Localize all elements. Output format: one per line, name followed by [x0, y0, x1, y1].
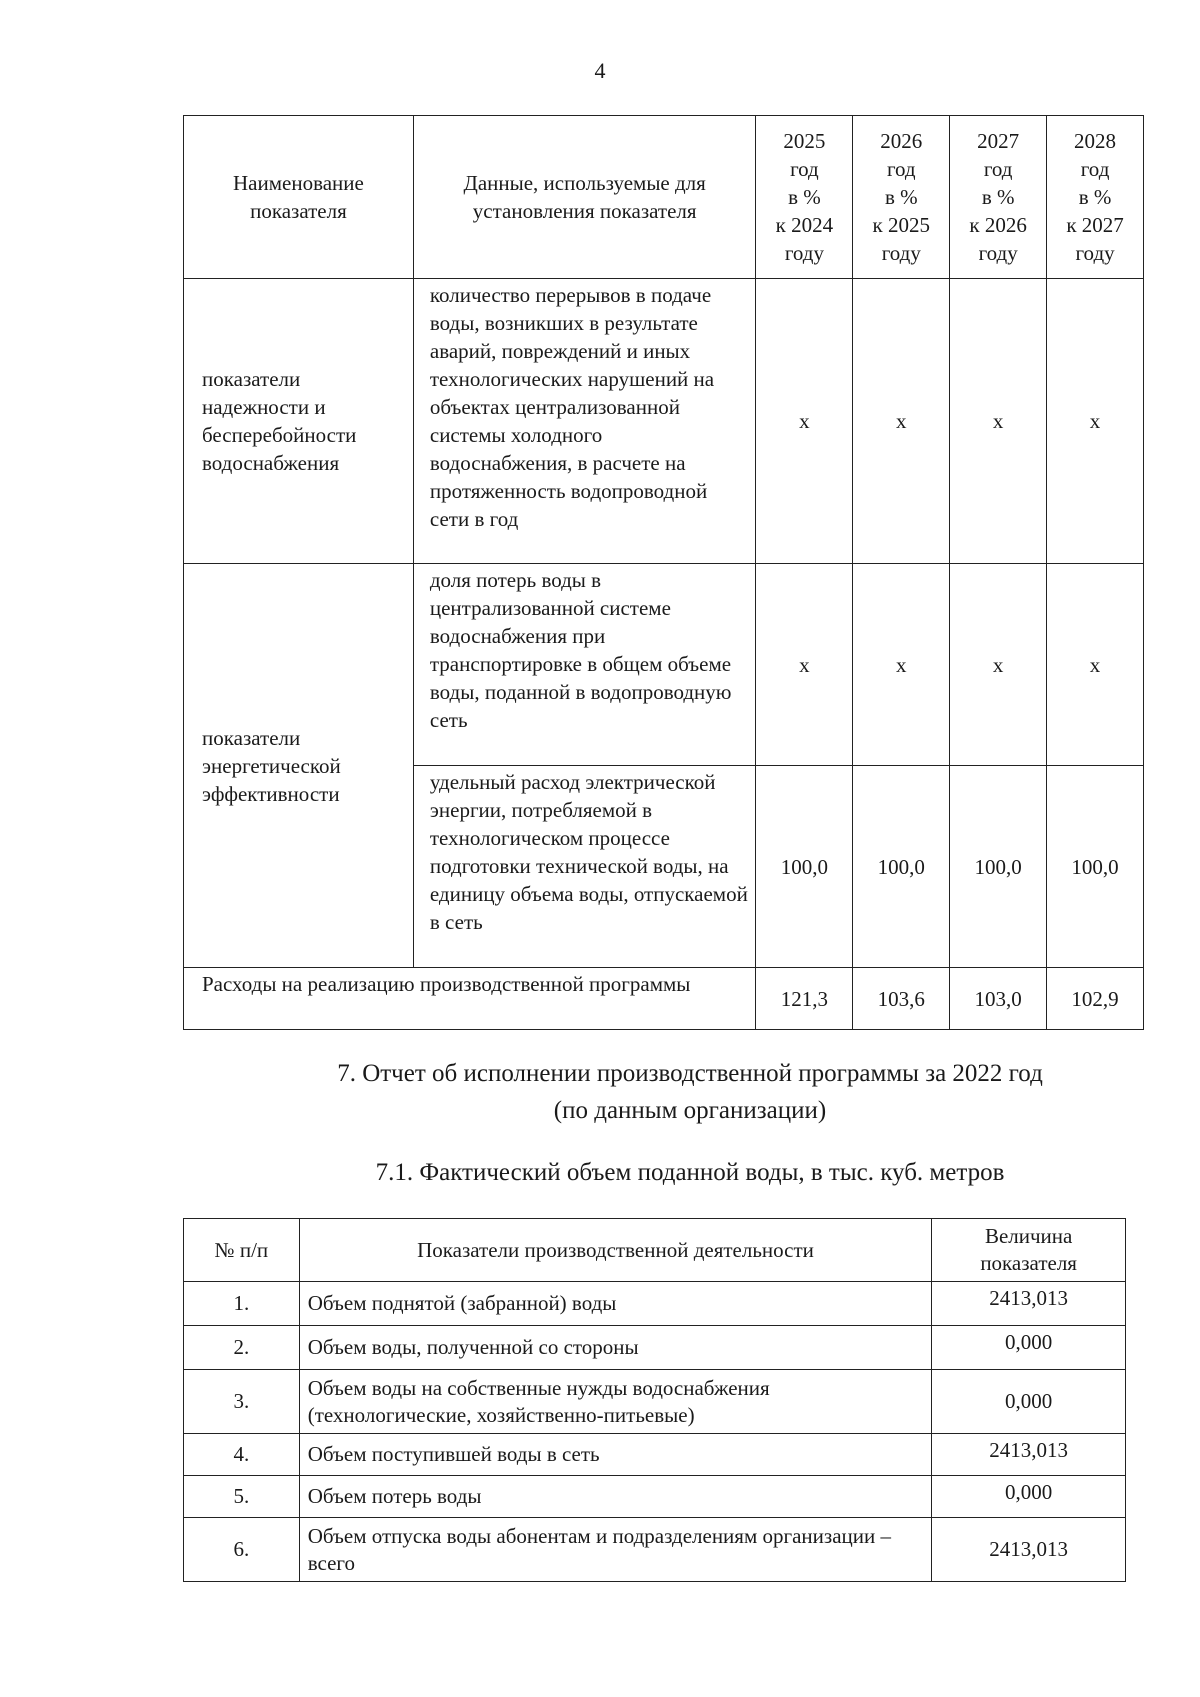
row-number: 1.: [184, 1282, 300, 1326]
water-volume-table: [183, 1218, 1126, 1582]
header-indicator-name: Наименование показателя: [184, 116, 414, 279]
row-value: 0,000: [932, 1370, 1126, 1434]
table-header-row: [184, 1219, 1126, 1282]
header-year-2027: 2027 год в % к 2026 году: [950, 116, 1047, 279]
row-indicator: Объем воды, полученной со стороны: [299, 1326, 932, 1370]
row-value: 2413,013: [932, 1434, 1126, 1476]
source-data-interruptions: количество перерывов в подаче воды, возникших в результате аварий, повреждений и иных технологических нарушений на объектах централизованной системы холодного водоснабжения, в расчете на протяженность водопроводной сети в год: [413, 279, 756, 564]
value-cell: 100,0: [950, 766, 1047, 968]
value-cell: х: [950, 564, 1047, 766]
expenses-label: Расходы на реализацию производственной программы: [184, 968, 756, 1030]
value-cell: х: [1047, 564, 1144, 766]
table-row: [184, 1476, 1126, 1518]
row-value: 2413,013: [932, 1282, 1126, 1326]
row-indicator: Объем поднятой (забранной) воды: [299, 1282, 932, 1326]
row-number: 4.: [184, 1434, 300, 1476]
value-cell: х: [1047, 279, 1144, 564]
table-row: [184, 1282, 1126, 1326]
table-row: [184, 1326, 1126, 1370]
row-indicator: Объем поступившей воды в сеть: [299, 1434, 932, 1476]
value-cell: 102,9: [1047, 968, 1144, 1030]
value-cell: х: [853, 279, 950, 564]
targets-header-row: [184, 116, 1144, 279]
value-cell: 121,3: [756, 968, 853, 1030]
value-cell: х: [853, 564, 950, 766]
row-number: 3.: [184, 1370, 300, 1434]
row-number: 2.: [184, 1326, 300, 1370]
row-number: 5.: [184, 1476, 300, 1518]
value-cell: 100,0: [853, 766, 950, 968]
table-row-expenses: [184, 968, 1144, 1030]
header-value: Величина показателя: [932, 1219, 1126, 1282]
value-cell: х: [950, 279, 1047, 564]
table-row: [184, 1370, 1126, 1434]
row-value: 0,000: [932, 1476, 1126, 1518]
row-number: 6.: [184, 1518, 300, 1582]
table-row: [184, 1518, 1126, 1582]
section-7-title: 7. Отчет об исполнении производственной программы за 2022 год: [337, 1060, 1043, 1087]
row-indicator: Объем отпуска воды абонентам и подразделениям организации – всего: [299, 1518, 932, 1582]
value-cell: 100,0: [756, 766, 853, 968]
value-cell: 100,0: [1047, 766, 1144, 968]
value-cell: х: [756, 279, 853, 564]
indicator-energy-efficiency: показатели энергетической эффективности: [184, 564, 414, 968]
table-row-reliability: [184, 279, 1144, 564]
source-data-electricity: удельный расход электрической энергии, потребляемой в технологическом процессе подготовки технической воды, на единицу объема воды, отпускаемой в сеть: [413, 766, 756, 968]
value-cell: 103,6: [853, 968, 950, 1030]
header-source-data: Данные, используемые для установления показателя: [413, 116, 756, 279]
header-number: № п/п: [184, 1219, 300, 1282]
value-cell: х: [756, 564, 853, 766]
indicator-reliability: показатели надежности и бесперебойности водоснабжения: [184, 279, 414, 564]
header-year-2028: 2028 год в % к 2027 году: [1047, 116, 1144, 279]
table-row-water-losses: [184, 564, 1144, 766]
row-value: 2413,013: [932, 1518, 1126, 1582]
table-row: [184, 1434, 1126, 1476]
row-indicator: Объем воды на собственные нужды водоснабжения (технологические, хозяйственно-питьевые): [299, 1370, 932, 1434]
section-7-1-heading: 7.1. Фактический объем поданной воды, в тыс. куб. метров: [375, 1159, 1005, 1186]
source-data-water-losses: доля потерь воды в централизованной системе водоснабжения при транспортировке в общем объеме воды, поданной в водопроводную сеть: [413, 564, 756, 766]
row-value: 0,000: [932, 1326, 1126, 1370]
row-indicator: Объем потерь воды: [299, 1476, 932, 1518]
section-7-heading: [0, 1055, 1200, 1129]
targets-table: [183, 115, 1144, 1030]
value-cell: 103,0: [950, 968, 1047, 1030]
header-year-2025: 2025 год в % к 2024 году: [756, 116, 853, 279]
header-year-2026: 2026 год в % к 2025 году: [853, 116, 950, 279]
page-number: 4: [594, 58, 606, 83]
header-indicator: Показатели производственной деятельности: [299, 1219, 932, 1282]
section-7-subtitle: (по данным организации): [553, 1097, 827, 1124]
